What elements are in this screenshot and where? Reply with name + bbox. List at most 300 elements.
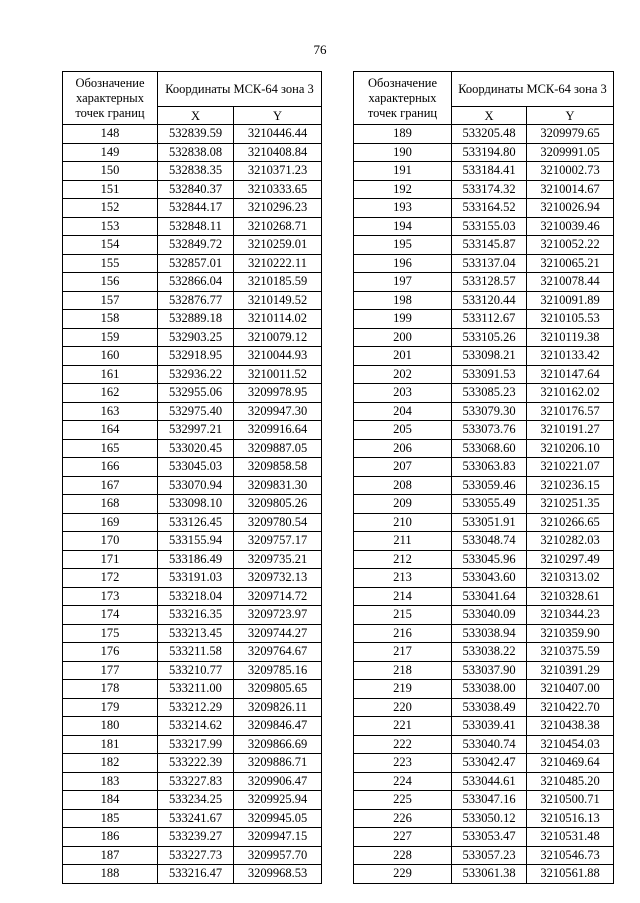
point-number: 164	[63, 421, 158, 440]
table-row	[354, 569, 614, 588]
y-coordinate: 3210119.38	[527, 328, 614, 347]
point-number: 193	[354, 199, 452, 218]
y-coordinate: 3210185.59	[234, 273, 322, 292]
x-coordinate: 533105.26	[452, 328, 527, 347]
table-row	[63, 273, 322, 292]
x-coordinate: 532857.01	[158, 254, 234, 273]
x-coordinate: 532838.35	[158, 162, 234, 181]
table-row	[354, 495, 614, 514]
table-row	[63, 865, 322, 884]
point-number: 212	[354, 550, 452, 569]
x-coordinate: 533040.09	[452, 606, 527, 625]
point-number: 158	[63, 310, 158, 329]
y-coordinate: 3210391.29	[527, 661, 614, 680]
y-coordinate: 3209757.17	[234, 532, 322, 551]
y-coordinate: 3210333.65	[234, 180, 322, 199]
y-column-header: Y	[234, 107, 322, 125]
point-number: 187	[63, 846, 158, 865]
point-number: 190	[354, 143, 452, 162]
point-number: 206	[354, 439, 452, 458]
table-row	[63, 347, 322, 366]
x-coordinate: 532918.95	[158, 347, 234, 366]
table-body-right	[354, 125, 614, 884]
x-coordinate: 533061.38	[452, 865, 527, 884]
table-row	[63, 680, 322, 699]
y-coordinate: 3209978.95	[234, 384, 322, 403]
table-row	[354, 217, 614, 236]
point-number: 217	[354, 643, 452, 662]
y-coordinate: 3210162.02	[527, 384, 614, 403]
table-row	[354, 532, 614, 551]
y-coordinate: 3210091.89	[527, 291, 614, 310]
y-coordinate: 3209916.64	[234, 421, 322, 440]
point-number: 172	[63, 569, 158, 588]
x-coordinate: 533057.23	[452, 846, 527, 865]
point-number: 169	[63, 513, 158, 532]
y-coordinate: 3210259.01	[234, 236, 322, 255]
x-coordinate: 533234.25	[158, 791, 234, 810]
x-coordinate: 532849.72	[158, 236, 234, 255]
table-row	[354, 550, 614, 569]
point-number: 154	[63, 236, 158, 255]
table-row	[354, 680, 614, 699]
point-number: 211	[354, 532, 452, 551]
y-coordinate: 3209846.47	[234, 717, 322, 736]
point-number: 171	[63, 550, 158, 569]
table-row	[63, 587, 322, 606]
y-coordinate: 3209945.05	[234, 809, 322, 828]
table-row	[354, 624, 614, 643]
table-row	[354, 162, 614, 181]
y-coordinate: 3209991.05	[527, 143, 614, 162]
x-coordinate: 533216.35	[158, 606, 234, 625]
table-row	[354, 698, 614, 717]
y-coordinate: 3210011.52	[234, 365, 322, 384]
point-number: 184	[63, 791, 158, 810]
point-number: 200	[354, 328, 452, 347]
table-row	[63, 328, 322, 347]
x-coordinate: 533218.04	[158, 587, 234, 606]
point-number: 208	[354, 476, 452, 495]
point-number: 213	[354, 569, 452, 588]
table-row	[354, 735, 614, 754]
point-number: 185	[63, 809, 158, 828]
table-row	[354, 661, 614, 680]
x-coordinate: 533039.41	[452, 717, 527, 736]
y-coordinate: 3210561.88	[527, 865, 614, 884]
y-coordinate: 3209744.27	[234, 624, 322, 643]
point-number: 210	[354, 513, 452, 532]
y-coordinate: 3210039.46	[527, 217, 614, 236]
table-row	[354, 828, 614, 847]
table-row	[354, 384, 614, 403]
y-coordinate: 3209979.65	[527, 125, 614, 144]
table-row	[354, 236, 614, 255]
x-coordinate: 532997.21	[158, 421, 234, 440]
x-coordinate: 533043.60	[452, 569, 527, 588]
table-row	[63, 828, 322, 847]
table-row	[354, 310, 614, 329]
table-row	[354, 865, 614, 884]
y-coordinate: 3210485.20	[527, 772, 614, 791]
table-row	[63, 754, 322, 773]
coordinates-table-right	[353, 71, 614, 884]
table-row	[354, 180, 614, 199]
point-number: 228	[354, 846, 452, 865]
y-coordinate: 3209947.30	[234, 402, 322, 421]
y-coordinate: 3210078.44	[527, 273, 614, 292]
point-number: 148	[63, 125, 158, 144]
point-number: 220	[354, 698, 452, 717]
table-row	[63, 791, 322, 810]
x-coordinate: 533194.80	[452, 143, 527, 162]
table-row	[354, 846, 614, 865]
y-coordinate: 3210014.67	[527, 180, 614, 199]
y-coordinate: 3210313.02	[527, 569, 614, 588]
x-coordinate: 533155.03	[452, 217, 527, 236]
x-coordinate: 533044.61	[452, 772, 527, 791]
point-number: 214	[354, 587, 452, 606]
x-coordinate: 533205.48	[452, 125, 527, 144]
table-row	[63, 532, 322, 551]
point-number: 203	[354, 384, 452, 403]
table-row	[354, 458, 614, 477]
page-number: 76	[313, 42, 327, 57]
point-number: 188	[63, 865, 158, 884]
x-coordinate: 533191.03	[158, 569, 234, 588]
table-body-left	[63, 125, 322, 884]
table-row	[354, 772, 614, 791]
table-row	[63, 125, 322, 144]
point-number: 226	[354, 809, 452, 828]
x-coordinate: 533126.45	[158, 513, 234, 532]
table-row	[354, 791, 614, 810]
y-coordinate: 3210251.35	[527, 495, 614, 514]
table-row	[354, 587, 614, 606]
x-coordinate: 533073.76	[452, 421, 527, 440]
coordinates-group-header: Координаты МСК-64 зона 3	[158, 72, 322, 107]
x-column-header: X	[158, 107, 234, 125]
table-row	[63, 495, 322, 514]
x-column-header: X	[452, 107, 527, 125]
x-coordinate: 533164.52	[452, 199, 527, 218]
table-row	[63, 439, 322, 458]
y-coordinate: 3210176.57	[527, 402, 614, 421]
table-row	[63, 606, 322, 625]
y-coordinate: 3210546.73	[527, 846, 614, 865]
y-coordinate: 3210114.02	[234, 310, 322, 329]
point-number: 191	[354, 162, 452, 181]
point-number: 196	[354, 254, 452, 273]
point-number: 219	[354, 680, 452, 699]
x-coordinate: 533041.64	[452, 587, 527, 606]
table-row	[63, 513, 322, 532]
x-coordinate: 532955.06	[158, 384, 234, 403]
x-coordinate: 533128.57	[452, 273, 527, 292]
y-coordinate: 3210516.13	[527, 809, 614, 828]
y-coordinate: 3210359.90	[527, 624, 614, 643]
table-row	[63, 143, 322, 162]
table-row	[63, 291, 322, 310]
point-number: 224	[354, 772, 452, 791]
point-column-header: Обозначение характерных точек границ	[354, 72, 452, 125]
x-coordinate: 533055.49	[452, 495, 527, 514]
point-number: 151	[63, 180, 158, 199]
y-coordinate: 3210296.23	[234, 199, 322, 218]
point-number: 229	[354, 865, 452, 884]
point-number: 163	[63, 402, 158, 421]
point-number: 175	[63, 624, 158, 643]
x-coordinate: 533038.22	[452, 643, 527, 662]
table-row	[63, 458, 322, 477]
x-coordinate: 533079.30	[452, 402, 527, 421]
point-number: 218	[354, 661, 452, 680]
table-row	[63, 402, 322, 421]
table-row	[63, 199, 322, 218]
point-number: 161	[63, 365, 158, 384]
x-coordinate: 533145.87	[452, 236, 527, 255]
x-coordinate: 533042.47	[452, 754, 527, 773]
point-number: 176	[63, 643, 158, 662]
table-row	[63, 476, 322, 495]
point-number: 166	[63, 458, 158, 477]
table-row	[63, 236, 322, 255]
x-coordinate: 533210.77	[158, 661, 234, 680]
point-number: 174	[63, 606, 158, 625]
point-number: 160	[63, 347, 158, 366]
x-coordinate: 532975.40	[158, 402, 234, 421]
y-coordinate: 3209968.53	[234, 865, 322, 884]
y-coordinate: 3210446.44	[234, 125, 322, 144]
table-row	[63, 162, 322, 181]
x-coordinate: 533239.27	[158, 828, 234, 847]
y-coordinate: 3210328.61	[527, 587, 614, 606]
y-coordinate: 3210531.48	[527, 828, 614, 847]
y-coordinate: 3210469.64	[527, 754, 614, 773]
x-coordinate: 533051.91	[452, 513, 527, 532]
x-coordinate: 533038.00	[452, 680, 527, 699]
point-number: 209	[354, 495, 452, 514]
point-number: 159	[63, 328, 158, 347]
y-coordinate: 3209785.16	[234, 661, 322, 680]
y-coordinate: 3210297.49	[527, 550, 614, 569]
point-number: 167	[63, 476, 158, 495]
table-row	[354, 421, 614, 440]
x-coordinate: 533068.60	[452, 439, 527, 458]
y-coordinate: 3209723.97	[234, 606, 322, 625]
table-row	[63, 550, 322, 569]
x-coordinate: 533174.32	[452, 180, 527, 199]
x-coordinate: 533120.44	[452, 291, 527, 310]
point-number: 189	[354, 125, 452, 144]
point-number: 153	[63, 217, 158, 236]
point-number: 223	[354, 754, 452, 773]
x-coordinate: 533040.74	[452, 735, 527, 754]
x-coordinate: 533227.73	[158, 846, 234, 865]
y-coordinate: 3209764.67	[234, 643, 322, 662]
coordinates-group-header: Координаты МСК-64 зона 3	[452, 72, 614, 107]
point-number: 192	[354, 180, 452, 199]
table-row	[354, 476, 614, 495]
y-coordinate: 3210438.38	[527, 717, 614, 736]
point-number: 177	[63, 661, 158, 680]
y-coordinate: 3210266.65	[527, 513, 614, 532]
table-row	[354, 365, 614, 384]
y-coordinate: 3210191.27	[527, 421, 614, 440]
x-coordinate: 533222.39	[158, 754, 234, 773]
x-coordinate: 533137.04	[452, 254, 527, 273]
y-coordinate: 3210105.53	[527, 310, 614, 329]
table-row	[63, 717, 322, 736]
x-coordinate: 533047.16	[452, 791, 527, 810]
y-coordinate: 3210282.03	[527, 532, 614, 551]
x-coordinate: 533070.94	[158, 476, 234, 495]
table-row	[63, 365, 322, 384]
point-number: 197	[354, 273, 452, 292]
table-row	[354, 402, 614, 421]
point-number: 170	[63, 532, 158, 551]
table-row	[354, 513, 614, 532]
y-coordinate: 3209714.72	[234, 587, 322, 606]
x-coordinate: 532866.04	[158, 273, 234, 292]
table-row	[63, 735, 322, 754]
table-row	[63, 254, 322, 273]
point-column-header: Обозначение характерных точек границ	[63, 72, 158, 125]
y-column-header: Y	[527, 107, 614, 125]
point-number: 150	[63, 162, 158, 181]
x-coordinate: 533211.58	[158, 643, 234, 662]
x-coordinate: 533020.45	[158, 439, 234, 458]
x-coordinate: 533216.47	[158, 865, 234, 884]
x-coordinate: 533211.00	[158, 680, 234, 699]
y-coordinate: 3210065.21	[527, 254, 614, 273]
x-coordinate: 533184.41	[452, 162, 527, 181]
point-number: 157	[63, 291, 158, 310]
y-coordinate: 3209866.69	[234, 735, 322, 754]
x-coordinate: 532844.17	[158, 199, 234, 218]
table-row	[354, 143, 614, 162]
x-coordinate: 532838.08	[158, 143, 234, 162]
point-number: 149	[63, 143, 158, 162]
y-coordinate: 3210079.12	[234, 328, 322, 347]
y-coordinate: 3210500.71	[527, 791, 614, 810]
table-row	[63, 569, 322, 588]
table-row	[63, 809, 322, 828]
y-coordinate: 3209826.11	[234, 698, 322, 717]
y-coordinate: 3210375.59	[527, 643, 614, 662]
y-coordinate: 3210044.93	[234, 347, 322, 366]
table-row	[354, 439, 614, 458]
point-number: 222	[354, 735, 452, 754]
x-coordinate: 533038.94	[452, 624, 527, 643]
point-number: 155	[63, 254, 158, 273]
y-coordinate: 3209906.47	[234, 772, 322, 791]
table-row	[354, 754, 614, 773]
x-coordinate: 533063.83	[452, 458, 527, 477]
table-row	[354, 606, 614, 625]
x-coordinate: 533212.29	[158, 698, 234, 717]
table-row	[63, 624, 322, 643]
x-coordinate: 533214.62	[158, 717, 234, 736]
x-coordinate: 532839.59	[158, 125, 234, 144]
point-number: 156	[63, 273, 158, 292]
x-coordinate: 533213.45	[158, 624, 234, 643]
y-coordinate: 3209925.94	[234, 791, 322, 810]
point-number: 194	[354, 217, 452, 236]
table-row	[63, 698, 322, 717]
point-number: 201	[354, 347, 452, 366]
point-number: 152	[63, 199, 158, 218]
table-row	[354, 809, 614, 828]
y-coordinate: 3210221.07	[527, 458, 614, 477]
table-row	[63, 384, 322, 403]
y-coordinate: 3210026.94	[527, 199, 614, 218]
y-coordinate: 3209886.71	[234, 754, 322, 773]
x-coordinate: 533045.96	[452, 550, 527, 569]
point-number: 165	[63, 439, 158, 458]
point-number: 168	[63, 495, 158, 514]
point-number: 181	[63, 735, 158, 754]
point-number: 215	[354, 606, 452, 625]
x-coordinate: 533045.03	[158, 458, 234, 477]
table-row	[354, 254, 614, 273]
x-coordinate: 533053.47	[452, 828, 527, 847]
x-coordinate: 532903.25	[158, 328, 234, 347]
x-coordinate: 532848.11	[158, 217, 234, 236]
y-coordinate: 3209735.21	[234, 550, 322, 569]
y-coordinate: 3209887.05	[234, 439, 322, 458]
table-row	[63, 643, 322, 662]
y-coordinate: 3210052.22	[527, 236, 614, 255]
y-coordinate: 3210268.71	[234, 217, 322, 236]
y-coordinate: 3209858.58	[234, 458, 322, 477]
y-coordinate: 3209831.30	[234, 476, 322, 495]
x-coordinate: 533241.67	[158, 809, 234, 828]
x-coordinate: 533217.99	[158, 735, 234, 754]
table-row	[354, 643, 614, 662]
y-coordinate: 3210147.64	[527, 365, 614, 384]
x-coordinate: 533227.83	[158, 772, 234, 791]
point-number: 186	[63, 828, 158, 847]
point-number: 198	[354, 291, 452, 310]
table-row	[354, 273, 614, 292]
point-number: 227	[354, 828, 452, 847]
point-number: 221	[354, 717, 452, 736]
x-coordinate: 533091.53	[452, 365, 527, 384]
y-coordinate: 3209957.70	[234, 846, 322, 865]
x-coordinate: 533186.49	[158, 550, 234, 569]
y-coordinate: 3210149.52	[234, 291, 322, 310]
point-number: 207	[354, 458, 452, 477]
point-number: 173	[63, 587, 158, 606]
x-coordinate: 533037.90	[452, 661, 527, 680]
y-coordinate: 3210422.70	[527, 698, 614, 717]
x-coordinate: 532840.37	[158, 180, 234, 199]
x-coordinate: 533112.67	[452, 310, 527, 329]
x-coordinate: 533038.49	[452, 698, 527, 717]
point-number: 205	[354, 421, 452, 440]
x-coordinate: 533098.10	[158, 495, 234, 514]
y-coordinate: 3210206.10	[527, 439, 614, 458]
y-coordinate: 3209947.15	[234, 828, 322, 847]
table-row	[354, 347, 614, 366]
y-coordinate: 3210407.00	[527, 680, 614, 699]
point-number: 195	[354, 236, 452, 255]
x-coordinate: 533050.12	[452, 809, 527, 828]
y-coordinate: 3210408.84	[234, 143, 322, 162]
y-coordinate: 3209780.54	[234, 513, 322, 532]
x-coordinate: 532936.22	[158, 365, 234, 384]
